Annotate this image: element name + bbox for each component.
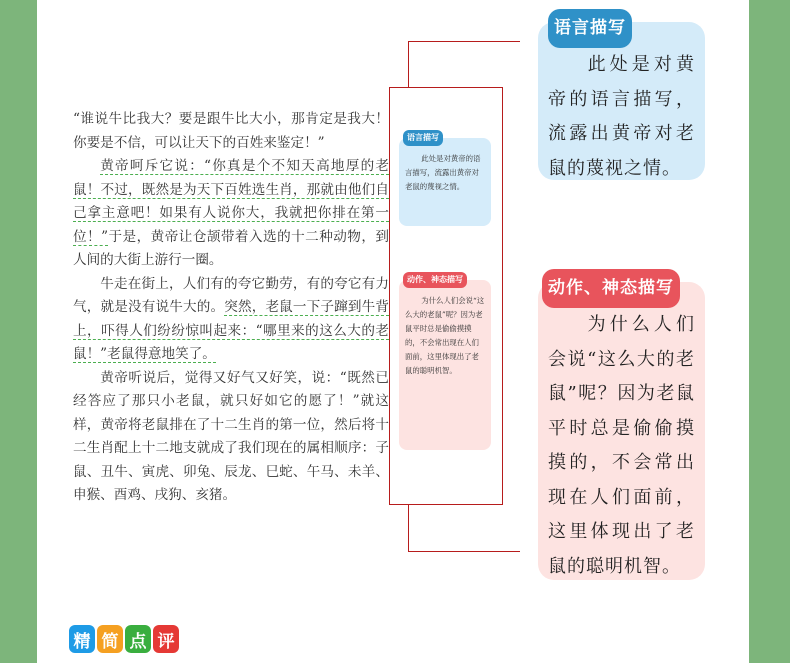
language-note-small-text: 此处是对黄帝的语言描写，流露出黄帝对老鼠的蔑视之情。 (405, 154, 481, 191)
action-tag: 动作、神态描写 (542, 269, 680, 308)
connector-top-vertical (408, 41, 409, 88)
text-segment: 于是，黄帝让仓颉带着入选的十二种动物，到人间的大街上游行一圈。 (73, 228, 389, 268)
badge-3: 点 (125, 625, 151, 653)
badge-2: 简 (97, 625, 123, 653)
review-badges (69, 625, 179, 653)
text-segment: 黄帝听说后，觉得又好气又好笑，说：“既然已经答应了那只小老鼠，就只好如它的愿了！”就这样，黄帝将老鼠排在了十二生肖的第一位，然后将十二生肖配上十二地支就成了我们现在的属相顺序：子鼠、丑牛、寅虎、卯兔、辰龙、巳蛇、午马、未羊、申猴、酉鸡、戌狗、亥猪。 (73, 369, 389, 503)
action-tag-small: 动作、神态描写 (403, 272, 467, 288)
connector-bottom-horizontal (408, 551, 520, 552)
underlined-text: 突然，老鼠一下子蹿到牛背上，吓得人们纷纷惊叫起来：“哪里来的这么大的老鼠！”老鼠得意地笑了。 (73, 299, 389, 362)
language-tag: 语言描写 (548, 9, 632, 48)
text-segment: “谁说牛比我大？要是跟牛比大小，那肯定是我大！你要是不信，可以让天下的百姓来鉴定！” (73, 111, 389, 151)
story-paragraph (73, 108, 389, 155)
story-text (73, 108, 389, 508)
action-note-small (399, 275, 491, 450)
connector-top-horizontal (408, 41, 520, 42)
badge-4: 评 (153, 625, 179, 653)
language-note-text: 此处是对黄帝的语言描写，流露出黄帝对老鼠的蔑视之情。 (548, 54, 695, 179)
story-paragraph (73, 367, 389, 508)
text-segment: 牛走在街上，人们有的夸它勤劳，有的夸它有力气，就是没有说牛大的。 (73, 275, 389, 315)
underlined-text: 黄帝呵斥它说：“你真是个不知天高地厚的老鼠！不过，既然是为天下百姓选生肖，那就由他们自己拿主意吧！如果有人说你大，我就把你排在第一位！” (73, 158, 389, 245)
language-note (538, 18, 705, 180)
story-paragraph (73, 155, 389, 273)
story-paragraph (73, 273, 389, 367)
connector-bottom-vertical (408, 505, 409, 551)
badge-1: 精 (69, 625, 95, 653)
language-tag-small: 语言描写 (403, 130, 443, 146)
language-note-small (399, 133, 491, 226)
action-note (538, 278, 705, 580)
action-note-small-text: 为什么人们会说“这么大的老鼠”呢？因为老鼠平时总是偷偷摸摸的，不会常出现在人们面前，这里体现出了老鼠的聪明机智。 (405, 296, 485, 375)
action-note-text: 为什么人们会说“这么大的老鼠”呢？因为老鼠平时总是偷偷摸摸的，不会常出现在人们面前，这里体现出了老鼠的聪明机智。 (548, 314, 695, 577)
